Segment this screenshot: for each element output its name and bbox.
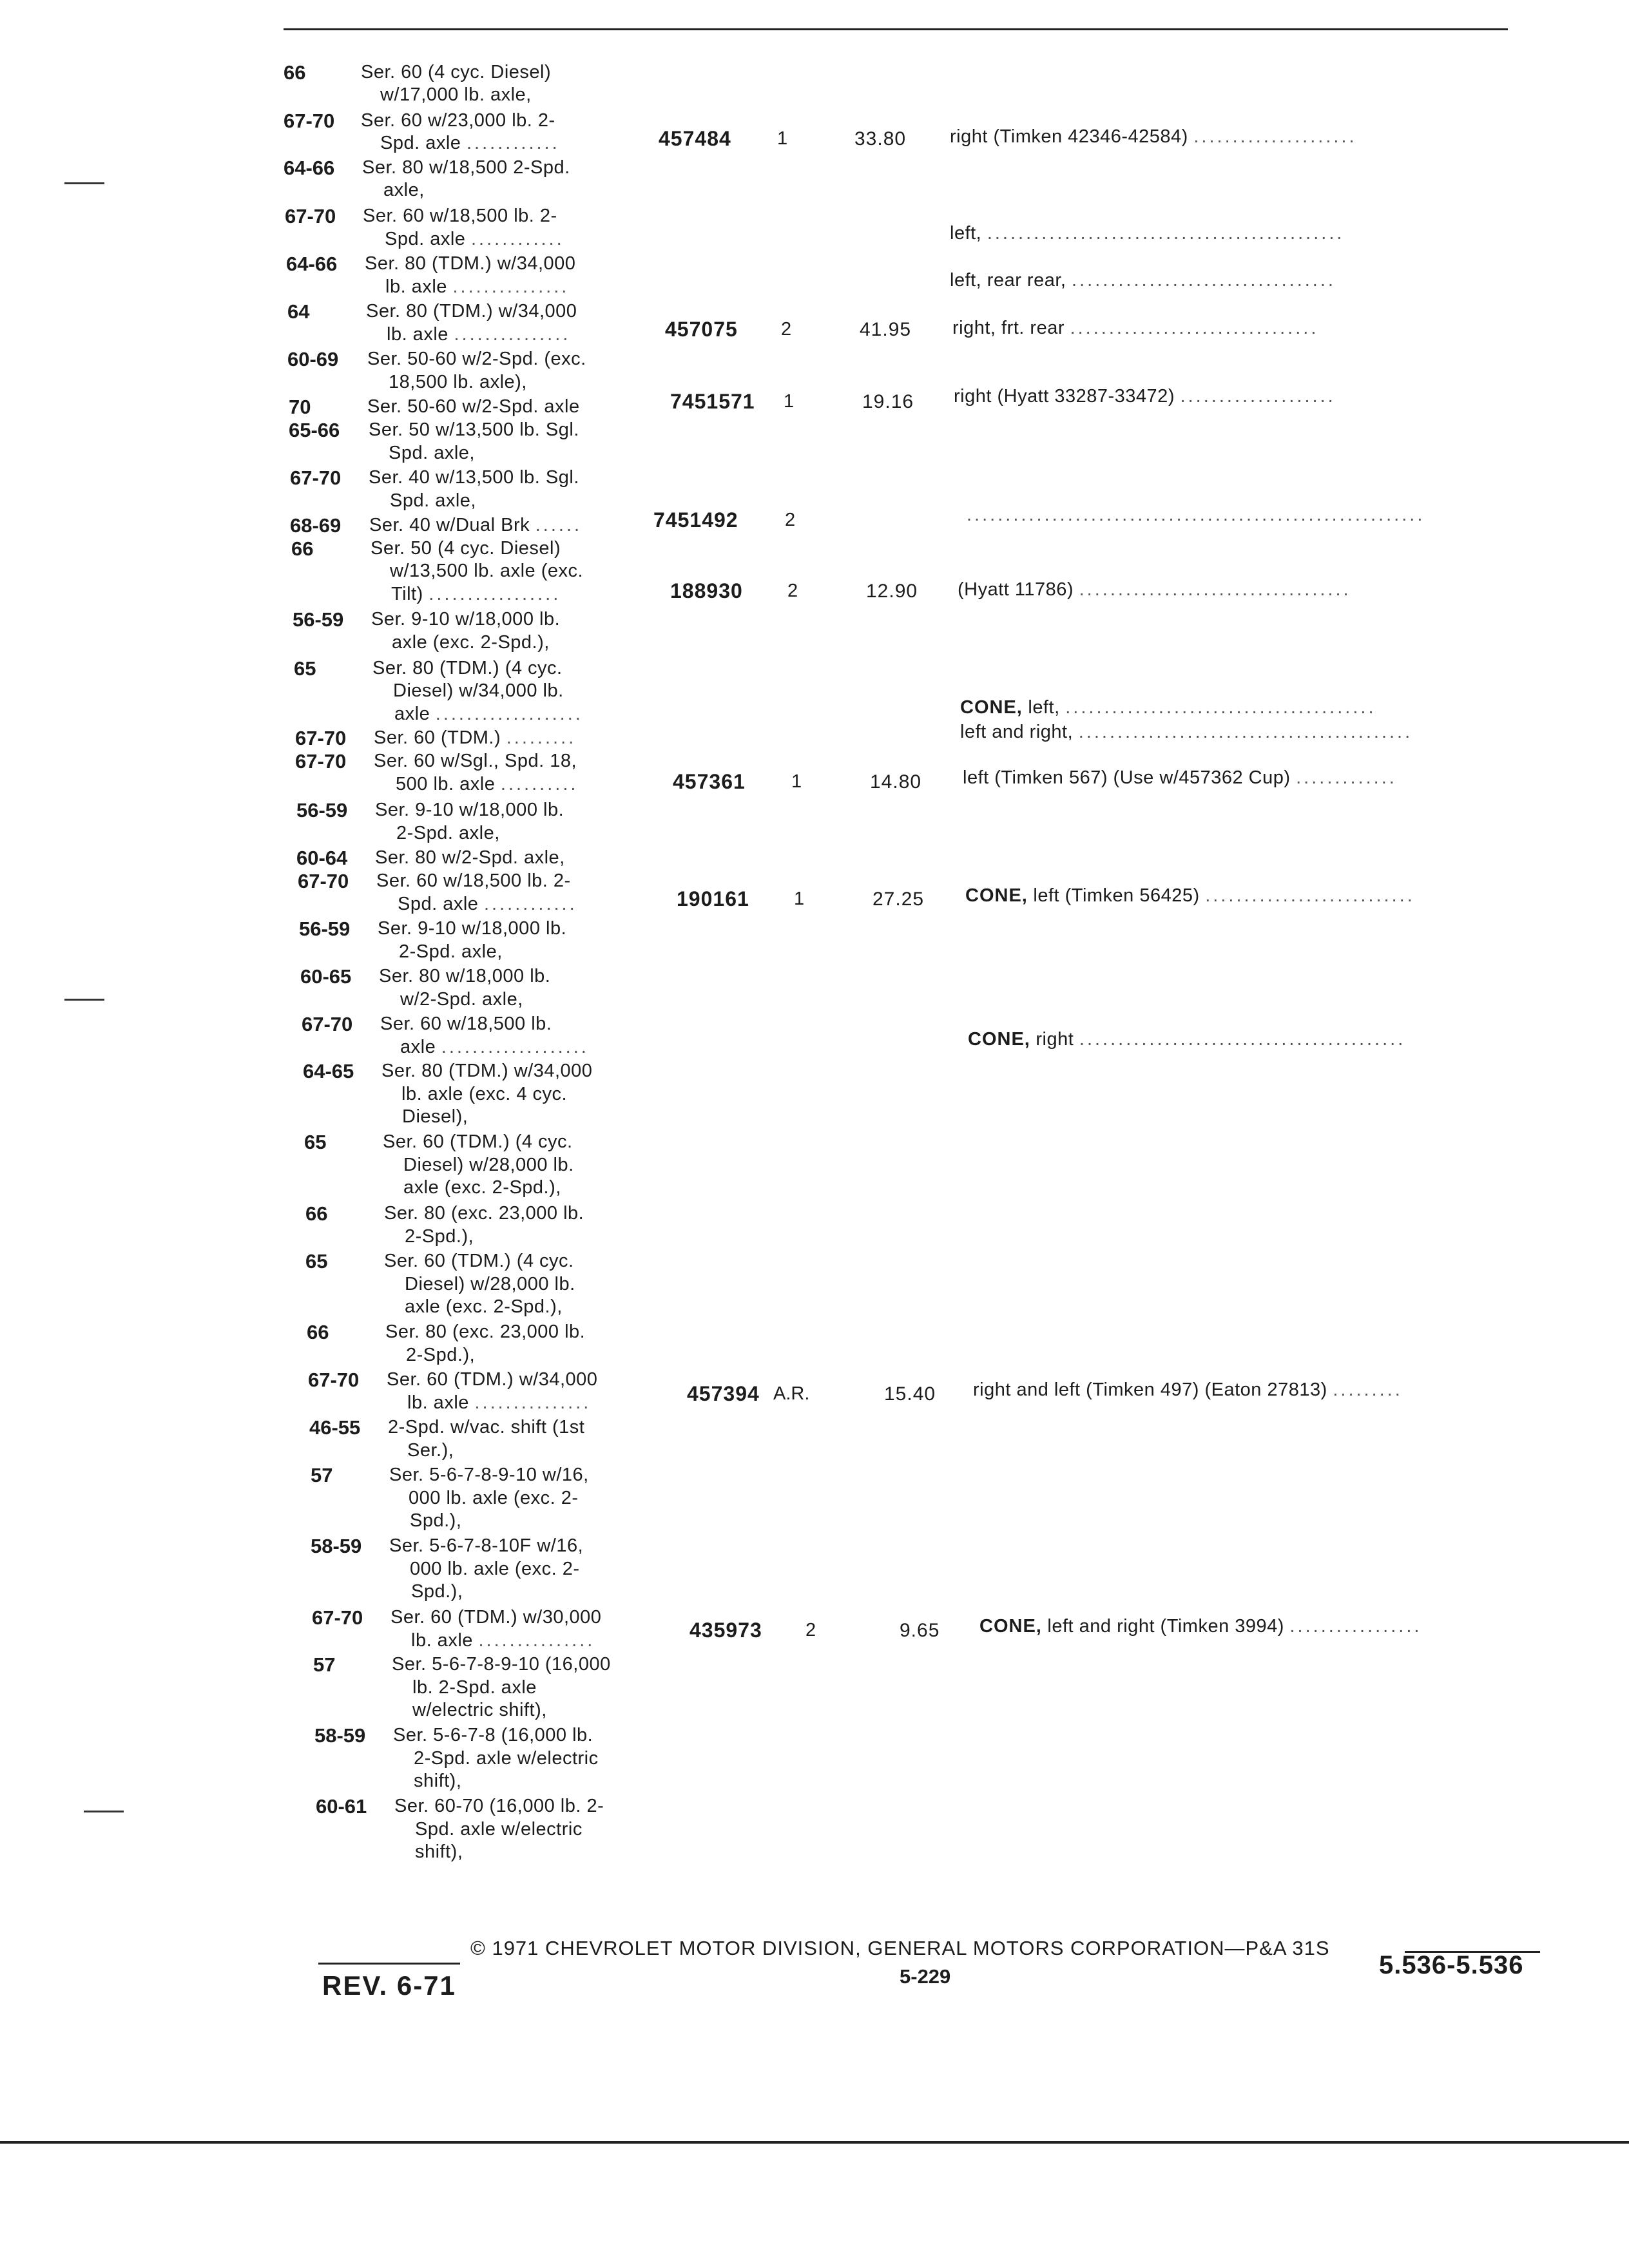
application-text: Spd. axle w/electric [415, 1819, 583, 1840]
application-text: Ser. 50 (4 cyc. Diesel) [371, 538, 561, 559]
application-text: lb. axle ............... [385, 276, 570, 297]
note-text: right (Timken 42346-42584) [950, 126, 1188, 147]
application-text: Diesel) w/28,000 lb. [403, 1155, 574, 1175]
application-text: axle (exc. 2-Spd.), [403, 1177, 561, 1198]
application-text: Ser. 80 (exc. 23,000 lb. [385, 1321, 586, 1342]
application-text: w/13,500 lb. axle (exc. [390, 561, 584, 581]
part-note: left, .............................................. [950, 223, 1345, 244]
dot-leader: .......... [500, 774, 579, 794]
application-text: lb. axle (exc. 4 cyc. [401, 1084, 568, 1104]
application-text: Ser.), [407, 1440, 454, 1461]
application-text: Spd. axle ............ [398, 894, 577, 914]
part-number: 188930 [670, 579, 743, 602]
model-year: 64-66 [286, 253, 338, 275]
application-text: Ser. 9-10 w/18,000 lb. [375, 800, 564, 820]
price: 9.65 [900, 1620, 940, 1641]
application-text: 2-Spd.), [406, 1345, 476, 1365]
part-number: 190161 [677, 887, 749, 910]
part-note: right and left (Timken 497) (Eaton 27813) ......... [973, 1379, 1403, 1400]
application-text: Ser. 60 (TDM.) (4 cyc. [383, 1131, 573, 1152]
model-year: 57 [311, 1464, 333, 1486]
part-number: 435973 [689, 1619, 762, 1642]
model-year: 67-70 [295, 750, 347, 773]
price: 14.80 [870, 771, 922, 793]
application-text: Ser. 80 w/18,500 2-Spd. [362, 157, 570, 178]
model-year: 67-70 [284, 110, 335, 132]
note-text: left (Timken 567) (Use w/457362 Cup) [963, 767, 1291, 788]
part-note: (Hyatt 11786) ................................... [958, 579, 1351, 600]
note-text: left and right, [960, 722, 1074, 742]
note-bold: CONE, [979, 1616, 1042, 1637]
application-text: Ser. 5-6-7-8-9-10 (16,000 [392, 1654, 611, 1675]
model-year: 64-66 [284, 157, 335, 179]
note-text: right [1030, 1029, 1074, 1050]
application-text: Ser. 60 (TDM.) (4 cyc. [384, 1251, 574, 1271]
price: 19.16 [862, 391, 914, 412]
note-text: right (Hyatt 33287-33472) [954, 386, 1175, 407]
dot-leader: ............... [454, 324, 571, 345]
application-text: axle ................... [394, 704, 583, 724]
note-text: right and left (Timken 497) (Eaton 27813) [973, 1379, 1327, 1400]
application-text: Ser. 80 (exc. 23,000 lb. [384, 1203, 584, 1224]
dot-leader: ............... [474, 1392, 592, 1413]
model-year: 67-70 [290, 466, 342, 489]
application-text: lb. axle ............... [411, 1630, 595, 1651]
note-bold: CONE, [965, 885, 1028, 906]
application-text: 2-Spd. axle, [399, 941, 503, 962]
price: 15.40 [884, 1383, 936, 1405]
price: 27.25 [872, 889, 925, 910]
bottom-rule [0, 2141, 1629, 2144]
note-bold: CONE, [968, 1029, 1030, 1050]
quantity: 2 [805, 1620, 816, 1640]
application-text: Ser. 60 (TDM.) w/30,000 [390, 1607, 602, 1628]
model-year: 64 [287, 300, 310, 323]
model-year: 56-59 [299, 918, 351, 940]
application-text: Ser. 60 w/23,000 lb. 2- [361, 110, 555, 131]
quantity: 1 [794, 889, 805, 909]
model-year: 67-70 [298, 870, 349, 892]
part-note: left and right, ........................................... [960, 722, 1413, 742]
part-note: left, rear rear, .................................. [950, 270, 1336, 291]
application-text: axle (exc. 2-Spd.), [392, 632, 550, 653]
application-text: Diesel) w/34,000 lb. [393, 680, 564, 701]
part-note: ........................................................... [967, 505, 1425, 525]
model-year: 66 [307, 1321, 329, 1343]
application-text: Spd. axle, [389, 443, 475, 463]
model-year: 46-55 [309, 1416, 361, 1439]
note-text: left and right (Timken 3994) [1041, 1616, 1284, 1637]
model-year: 65-66 [289, 419, 340, 441]
dot-leader: ................... [441, 1037, 589, 1057]
part-note: CONE, left, ........................................ [960, 697, 1376, 718]
application-text: shift), [415, 1841, 463, 1862]
application-text: Ser. 80 (TDM.) w/34,000 [381, 1061, 593, 1081]
application-text: Ser. 40 w/13,500 lb. Sgl. [369, 467, 579, 488]
application-text: axle ................... [400, 1037, 589, 1057]
part-number: 457394 [687, 1382, 760, 1405]
application-text: Ser. 50-60 w/2-Spd. (exc. [367, 349, 586, 369]
application-text: Ser. 5-6-7-8-9-10 w/16, [389, 1465, 589, 1485]
application-text: 000 lb. axle (exc. 2- [410, 1559, 580, 1579]
application-text: Ser. 80 (TDM.) (4 cyc. [372, 658, 563, 678]
part-number: 457361 [673, 770, 746, 793]
part-note: CONE, left and right (Timken 3994) ................. [979, 1616, 1422, 1637]
application-text: 2-Spd.), [405, 1226, 474, 1247]
application-text: Ser. 60 (4 cyc. Diesel) [361, 62, 552, 82]
note-text: right, frt. rear [952, 318, 1065, 338]
application-text: shift), [414, 1771, 462, 1791]
application-text: 2-Spd. axle, [396, 823, 500, 843]
dot-leader: ................. [429, 584, 561, 604]
model-year: 67-70 [308, 1369, 360, 1391]
application-text: 000 lb. axle (exc. 2- [409, 1488, 579, 1508]
application-text: Ser. 50-60 w/2-Spd. axle [367, 396, 580, 417]
dot-leader: ............... [452, 276, 570, 297]
application-text: Ser. 60 (TDM.) ......... [374, 727, 577, 748]
note-bold: CONE, [960, 697, 1023, 718]
dot-leader: ............... [478, 1630, 595, 1651]
application-text: Spd. axle ............ [380, 133, 560, 153]
part-note: right, frt. rear ................................ [952, 318, 1319, 338]
dot-leader: ............ [483, 894, 577, 914]
top-rule [284, 28, 1508, 30]
model-year: 58-59 [311, 1535, 362, 1557]
model-year: 65 [304, 1131, 327, 1153]
margin-tick [64, 182, 104, 184]
model-year: 58-59 [314, 1724, 366, 1747]
application-text: 2-Spd. w/vac. shift (1st [388, 1417, 585, 1437]
quantity: A.R. [773, 1383, 810, 1404]
application-text: Ser. 60 w/18,500 lb. 2- [363, 206, 557, 226]
model-year: 66 [291, 537, 314, 560]
model-year: 60-64 [296, 847, 348, 869]
dot-leader: ......... [506, 727, 577, 748]
quantity: 2 [781, 319, 792, 340]
price: 33.80 [854, 128, 907, 149]
model-year: 60-61 [316, 1795, 367, 1818]
model-year: 67-70 [295, 727, 347, 749]
application-text: 2-Spd. axle w/electric [414, 1748, 599, 1769]
revision-label: REV. 6-71 [322, 1970, 456, 2001]
model-year: 56-59 [293, 608, 344, 631]
application-text: lb. axle ............... [387, 324, 571, 345]
application-text: Ser. 80 w/18,000 lb. [379, 966, 551, 986]
part-number: 457075 [665, 318, 738, 341]
application-text: Ser. 9-10 w/18,000 lb. [371, 609, 561, 629]
application-text: Diesel) w/28,000 lb. [405, 1274, 575, 1294]
margin-tick [84, 1811, 124, 1812]
price: 41.95 [860, 319, 912, 340]
model-year: 57 [313, 1653, 336, 1676]
model-year: 66 [284, 61, 306, 84]
part-note: CONE, left (Timken 56425) ........................... [965, 885, 1415, 906]
quantity: 1 [777, 128, 788, 149]
price: 12.90 [866, 581, 918, 602]
application-text: Ser. 5-6-7-8-10F w/16, [389, 1535, 584, 1556]
application-text: Ser. 50 w/13,500 lb. Sgl. [369, 419, 579, 440]
model-year: 64-65 [303, 1060, 354, 1082]
application-text: Spd. axle ............ [385, 229, 564, 249]
application-text: Diesel), [402, 1106, 468, 1127]
model-year: 67-70 [302, 1013, 353, 1035]
quantity: 1 [784, 391, 795, 412]
note-text: left (Timken 56425) [1027, 885, 1200, 906]
model-year: 68-69 [290, 514, 342, 537]
quantity: 2 [785, 510, 796, 530]
part-note: CONE, right .......................................... [968, 1029, 1406, 1050]
application-text: 18,500 lb. axle), [389, 372, 527, 392]
model-year: 65 [294, 657, 316, 680]
application-text: Ser. 80 (TDM.) w/34,000 [365, 253, 576, 274]
margin-tick [64, 999, 104, 1001]
dot-leader: ...... [535, 515, 583, 535]
application-text: Spd.), [411, 1581, 463, 1602]
model-year: 60-65 [300, 965, 352, 988]
note-text: left, rear rear, [950, 270, 1066, 291]
part-number: 7451571 [670, 390, 755, 413]
application-text: Ser. 40 w/Dual Brk ...... [369, 515, 583, 535]
model-year: 66 [305, 1202, 328, 1225]
application-text: Ser. 60 w/Sgl., Spd. 18, [374, 751, 577, 771]
application-text: Ser. 60 w/18,500 lb. [380, 1014, 552, 1034]
model-year: 56-59 [296, 799, 348, 822]
model-year: 60-69 [287, 348, 339, 370]
application-text: lb. axle ............... [407, 1392, 592, 1413]
application-text: w/2-Spd. axle, [400, 989, 523, 1010]
page-number: 5-229 [900, 1965, 951, 1988]
part-number: 7451492 [653, 508, 738, 532]
note-text: left, [1022, 697, 1060, 718]
application-text: 500 lb. axle .......... [396, 774, 579, 794]
part-note: right (Timken 42346-42584) ..................... [950, 126, 1357, 147]
application-text: axle (exc. 2-Spd.), [405, 1296, 563, 1317]
application-text: Spd. axle, [390, 490, 476, 511]
application-text: w/17,000 lb. axle, [380, 84, 532, 105]
quantity: 1 [791, 771, 802, 792]
model-year: 67-70 [285, 205, 336, 227]
dot-leader: ............ [466, 133, 560, 153]
dot-leader: ............ [470, 229, 564, 249]
application-text: Ser. 80 w/2-Spd. axle, [375, 847, 565, 868]
application-text: Spd.), [410, 1510, 462, 1531]
application-text: Ser. 5-6-7-8 (16,000 lb. [393, 1725, 593, 1745]
application-text: Ser. 80 (TDM.) w/34,000 [366, 301, 577, 322]
application-text: Ser. 60-70 (16,000 lb. 2- [394, 1796, 604, 1816]
note-text: left, [950, 223, 982, 244]
part-note: left (Timken 567) (Use w/457362 Cup) ............. [963, 767, 1397, 788]
model-year: 67-70 [312, 1606, 363, 1629]
application-text: Tilt) ................. [391, 584, 561, 604]
copyright-line: © 1971 CHEVROLET MOTOR DIVISION, GENERAL MOTORS CORPORATION—P&A 31S [470, 1937, 1330, 1959]
quantity: 2 [787, 581, 798, 601]
application-text: Ser. 9-10 w/18,000 lb. [378, 918, 567, 939]
section-number: 5.536-5.536 [1379, 1951, 1524, 1979]
dot-leader: ................... [435, 704, 583, 724]
application-text: axle, [383, 180, 425, 200]
note-text: (Hyatt 11786) [958, 579, 1074, 600]
application-text: Ser. 60 (TDM.) w/34,000 [387, 1369, 598, 1390]
part-number: 457484 [659, 127, 731, 150]
model-year: 70 [289, 396, 311, 418]
application-text: w/electric shift), [412, 1700, 547, 1720]
footer-rule-left [318, 1963, 460, 1965]
application-text: Ser. 60 w/18,500 lb. 2- [376, 870, 571, 891]
model-year: 65 [305, 1250, 328, 1273]
application-text: lb. 2-Spd. axle [412, 1677, 537, 1698]
part-note: right (Hyatt 33287-33472) .................... [954, 386, 1336, 407]
